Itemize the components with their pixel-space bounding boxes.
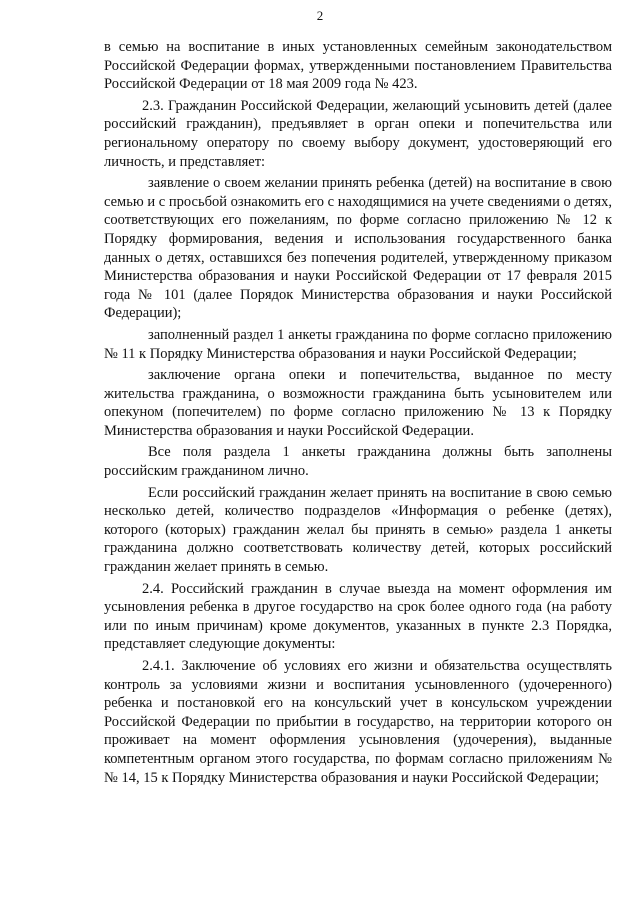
paragraph-several-children: Если российский гражданин желает принять на воспитание в свою семью несколько детей, количество подразделов «Информация о ребенке (детях), которого (которых) гражданин желал бы принять в семью» раздела 1 анкеты гражданина должно соответствовать количеству детей, которых российский гражданин желает принять в семью. [104,484,612,576]
paragraph-application: заявление о своем желании принять ребенка (детей) на воспитание в свою семью и с просьбой ознакомить его с находящимися на учете сведениями о детях, соответствующих его пожеланиям, по форме согласно приложению № 12 к Порядку формирования, ведения и использования государственного банка данных о детях, оставшихся без попечения родителей, утвержденному приказом Министерства образования и науки Российской Федерации от 17 февраля 2015 года № 101 (далее Порядок Министерства образования и науки Российской Федерации); [104,175,612,322]
paragraph-2-4-1: 2.4.1. Заключение об условиях его жизни и обязательства осуществлять контроль за условиями жизни и воспитания усыновленного (удочеренного) ребенка и постановкой его на консульский учет в консульском учреждении Российской Федерации по прибытии в государство, на территории которого он проживает на момент оформления усыновления (удочерения), выданные компетентным органом этого государства, по формам согласно приложениям №№ 14, 15 к Порядку Министерства образования и науки Российской Федерации; [104,658,612,786]
paragraph-questionnaire: заполненный раздел 1 анкеты гражданина по форме согласно приложению № 11 к Порядку Министерства образования и науки Российской Федерации; [104,326,612,362]
paragraph-fields-note: Все поля раздела 1 анкеты гражданина должны быть заполнены российским гражданином лично. [104,444,612,480]
document-body [104,38,612,790]
paragraph-continuation: в семью на воспитание в иных установленных семейным законодательством Российской Федерации формах, утвержденными постановлением Правительства Российской Федерации от 18 мая 2009 года № 423. [104,39,612,93]
page-number: 2 [316,8,324,23]
paragraph-guardianship-conclusion: заключение органа опеки и попечительства, выданное по месту жительства гражданина, о возможности гражданина быть усыновителем или опекуном (попечителем) по форме согласно приложению № 13 к Порядку Министерства образования и науки Российской Федерации. [104,367,612,439]
paragraph-2-3: 2.3. Гражданин Российской Федерации, желающий усыновить детей (далее российский гражданин), предъявляет в орган опеки и попечительства или региональному оператору по своему выбору документ, удостоверяющий его личность, и представляет: [104,97,612,170]
paragraph-2-4: 2.4. Российский гражданин в случае выезда на момент оформления им усыновления ребенка в другое государство на срок более одного года (на работу или по иным причинам) кроме документов, указанных в пункте 2.3 Порядка, представляет следующие документы: [104,580,612,653]
